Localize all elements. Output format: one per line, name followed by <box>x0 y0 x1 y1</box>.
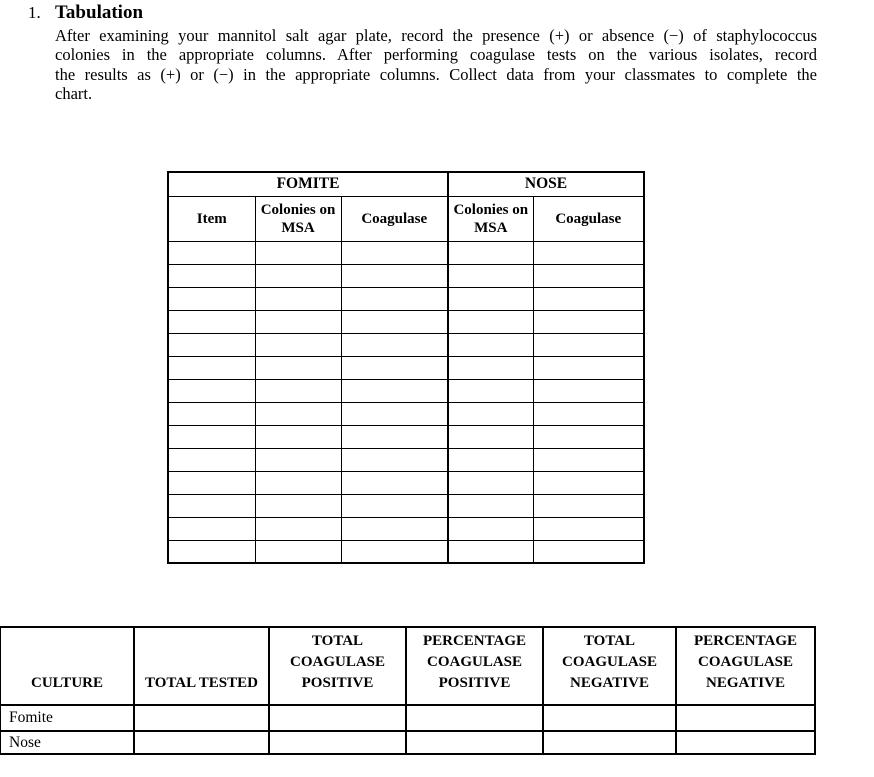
empty-table-row <box>168 448 644 471</box>
summary-header-total-coagulase-negative: TOTAL COAGULASE NEGATIVE <box>543 627 676 705</box>
empty-table-row <box>168 425 644 448</box>
empty-cell <box>448 241 533 264</box>
empty-cell <box>533 402 644 425</box>
empty-table-row <box>168 356 644 379</box>
empty-cell <box>255 402 341 425</box>
summary-header-percentage-coagulase-positive: PERCENTAGE COAGULASE POSITIVE <box>406 627 543 705</box>
results-column-header-row <box>168 196 644 241</box>
empty-table-row <box>168 471 644 494</box>
empty-cell <box>406 705 543 731</box>
empty-cell <box>168 379 255 402</box>
empty-cell <box>448 471 533 494</box>
empty-table-row <box>168 494 644 517</box>
empty-cell <box>269 705 406 731</box>
empty-cell <box>341 287 448 310</box>
empty-cell <box>255 517 341 540</box>
section-title: Tabulation <box>55 2 144 23</box>
empty-cell <box>543 705 676 731</box>
empty-cell <box>168 471 255 494</box>
culture-label-nose: Nose <box>0 731 134 754</box>
summary-table <box>0 626 816 755</box>
column-header-colonies-msa-fomite: Colonies on MSA <box>255 196 341 241</box>
empty-cell <box>341 379 448 402</box>
empty-table-row <box>168 402 644 425</box>
empty-cell <box>533 517 644 540</box>
empty-cell <box>255 310 341 333</box>
empty-cell <box>168 402 255 425</box>
empty-cell <box>255 241 341 264</box>
empty-cell <box>533 540 644 563</box>
empty-cell <box>543 731 676 754</box>
instructions-paragraph <box>55 26 817 104</box>
results-table-body <box>168 241 644 563</box>
empty-cell <box>448 356 533 379</box>
empty-cell <box>533 448 644 471</box>
empty-cell <box>168 310 255 333</box>
empty-cell <box>533 471 644 494</box>
empty-cell <box>448 287 533 310</box>
summary-header-total-coagulase-positive: TOTAL COAGULASE POSITIVE <box>269 627 406 705</box>
empty-cell <box>341 264 448 287</box>
empty-cell <box>341 471 448 494</box>
summary-header-row <box>0 627 815 705</box>
instructions-line: the results as (+) or (−) in the appropriate columns. Collect data from your classmates to complete the <box>55 64 817 84</box>
results-group-header-row <box>168 172 644 196</box>
summary-row-nose <box>0 731 815 754</box>
empty-cell <box>255 494 341 517</box>
empty-cell <box>168 517 255 540</box>
empty-cell <box>533 241 644 264</box>
empty-cell <box>406 731 543 754</box>
empty-cell <box>448 379 533 402</box>
empty-cell <box>341 241 448 264</box>
column-header-colonies-msa-nose: Colonies on MSA <box>448 196 533 241</box>
empty-cell <box>533 287 644 310</box>
empty-cell <box>255 540 341 563</box>
empty-cell <box>448 494 533 517</box>
empty-cell <box>168 356 255 379</box>
empty-cell <box>341 448 448 471</box>
empty-cell <box>448 540 533 563</box>
empty-table-row <box>168 333 644 356</box>
empty-cell <box>168 540 255 563</box>
empty-cell <box>341 494 448 517</box>
summary-header-percentage-coagulase-negative: PERCENTAGE COAGULASE NEGATIVE <box>676 627 815 705</box>
empty-cell <box>341 310 448 333</box>
summary-header-total-tested: TOTAL TESTED <box>134 627 269 705</box>
column-header-coagulase-nose: Coagulase <box>533 196 644 241</box>
empty-cell <box>341 540 448 563</box>
empty-cell <box>341 356 448 379</box>
culture-label-fomite: Fomite <box>0 705 134 731</box>
column-header-coagulase-fomite: Coagulase <box>341 196 448 241</box>
instructions-line: colonies in the appropriate columns. After performing coagulase tests on the various isolates, record <box>55 45 817 65</box>
empty-cell <box>676 705 815 731</box>
empty-cell <box>255 287 341 310</box>
empty-cell <box>676 731 815 754</box>
empty-cell <box>448 333 533 356</box>
empty-cell <box>448 264 533 287</box>
summary-header-culture: CULTURE <box>0 627 134 705</box>
empty-cell <box>255 264 341 287</box>
empty-cell <box>134 731 269 754</box>
empty-cell <box>341 402 448 425</box>
empty-cell <box>168 425 255 448</box>
column-header-item: Item <box>168 196 255 241</box>
empty-cell <box>168 264 255 287</box>
empty-cell <box>533 264 644 287</box>
empty-cell <box>168 494 255 517</box>
empty-cell <box>255 471 341 494</box>
empty-cell <box>448 517 533 540</box>
empty-cell <box>168 241 255 264</box>
empty-table-row <box>168 517 644 540</box>
empty-cell <box>255 333 341 356</box>
empty-cell <box>448 448 533 471</box>
instructions-line: After examining your mannitol salt agar plate, record the presence (+) or absence (−) of staphylococcus <box>55 26 817 45</box>
empty-cell <box>269 731 406 754</box>
empty-cell <box>168 287 255 310</box>
section-heading <box>28 2 143 24</box>
empty-cell <box>533 356 644 379</box>
empty-cell <box>255 448 341 471</box>
section-number: 1. <box>28 3 41 22</box>
empty-cell <box>168 448 255 471</box>
empty-cell <box>533 333 644 356</box>
empty-cell <box>341 425 448 448</box>
empty-cell <box>448 310 533 333</box>
empty-cell <box>255 425 341 448</box>
empty-cell <box>341 517 448 540</box>
empty-table-row <box>168 241 644 264</box>
empty-cell <box>134 705 269 731</box>
empty-table-row <box>168 264 644 287</box>
empty-cell <box>168 333 255 356</box>
group-header-nose: NOSE <box>448 172 644 196</box>
empty-cell <box>533 425 644 448</box>
empty-table-row <box>168 287 644 310</box>
results-table <box>167 171 645 564</box>
empty-cell <box>448 402 533 425</box>
empty-cell <box>341 333 448 356</box>
empty-cell <box>533 310 644 333</box>
empty-cell <box>255 379 341 402</box>
group-header-fomite: FOMITE <box>168 172 448 196</box>
empty-cell <box>533 379 644 402</box>
summary-row-fomite <box>0 705 815 731</box>
empty-cell <box>255 356 341 379</box>
empty-cell <box>533 494 644 517</box>
empty-cell <box>448 425 533 448</box>
empty-table-row <box>168 379 644 402</box>
empty-table-row <box>168 540 644 563</box>
empty-table-row <box>168 310 644 333</box>
instructions-line: chart. <box>55 84 93 104</box>
